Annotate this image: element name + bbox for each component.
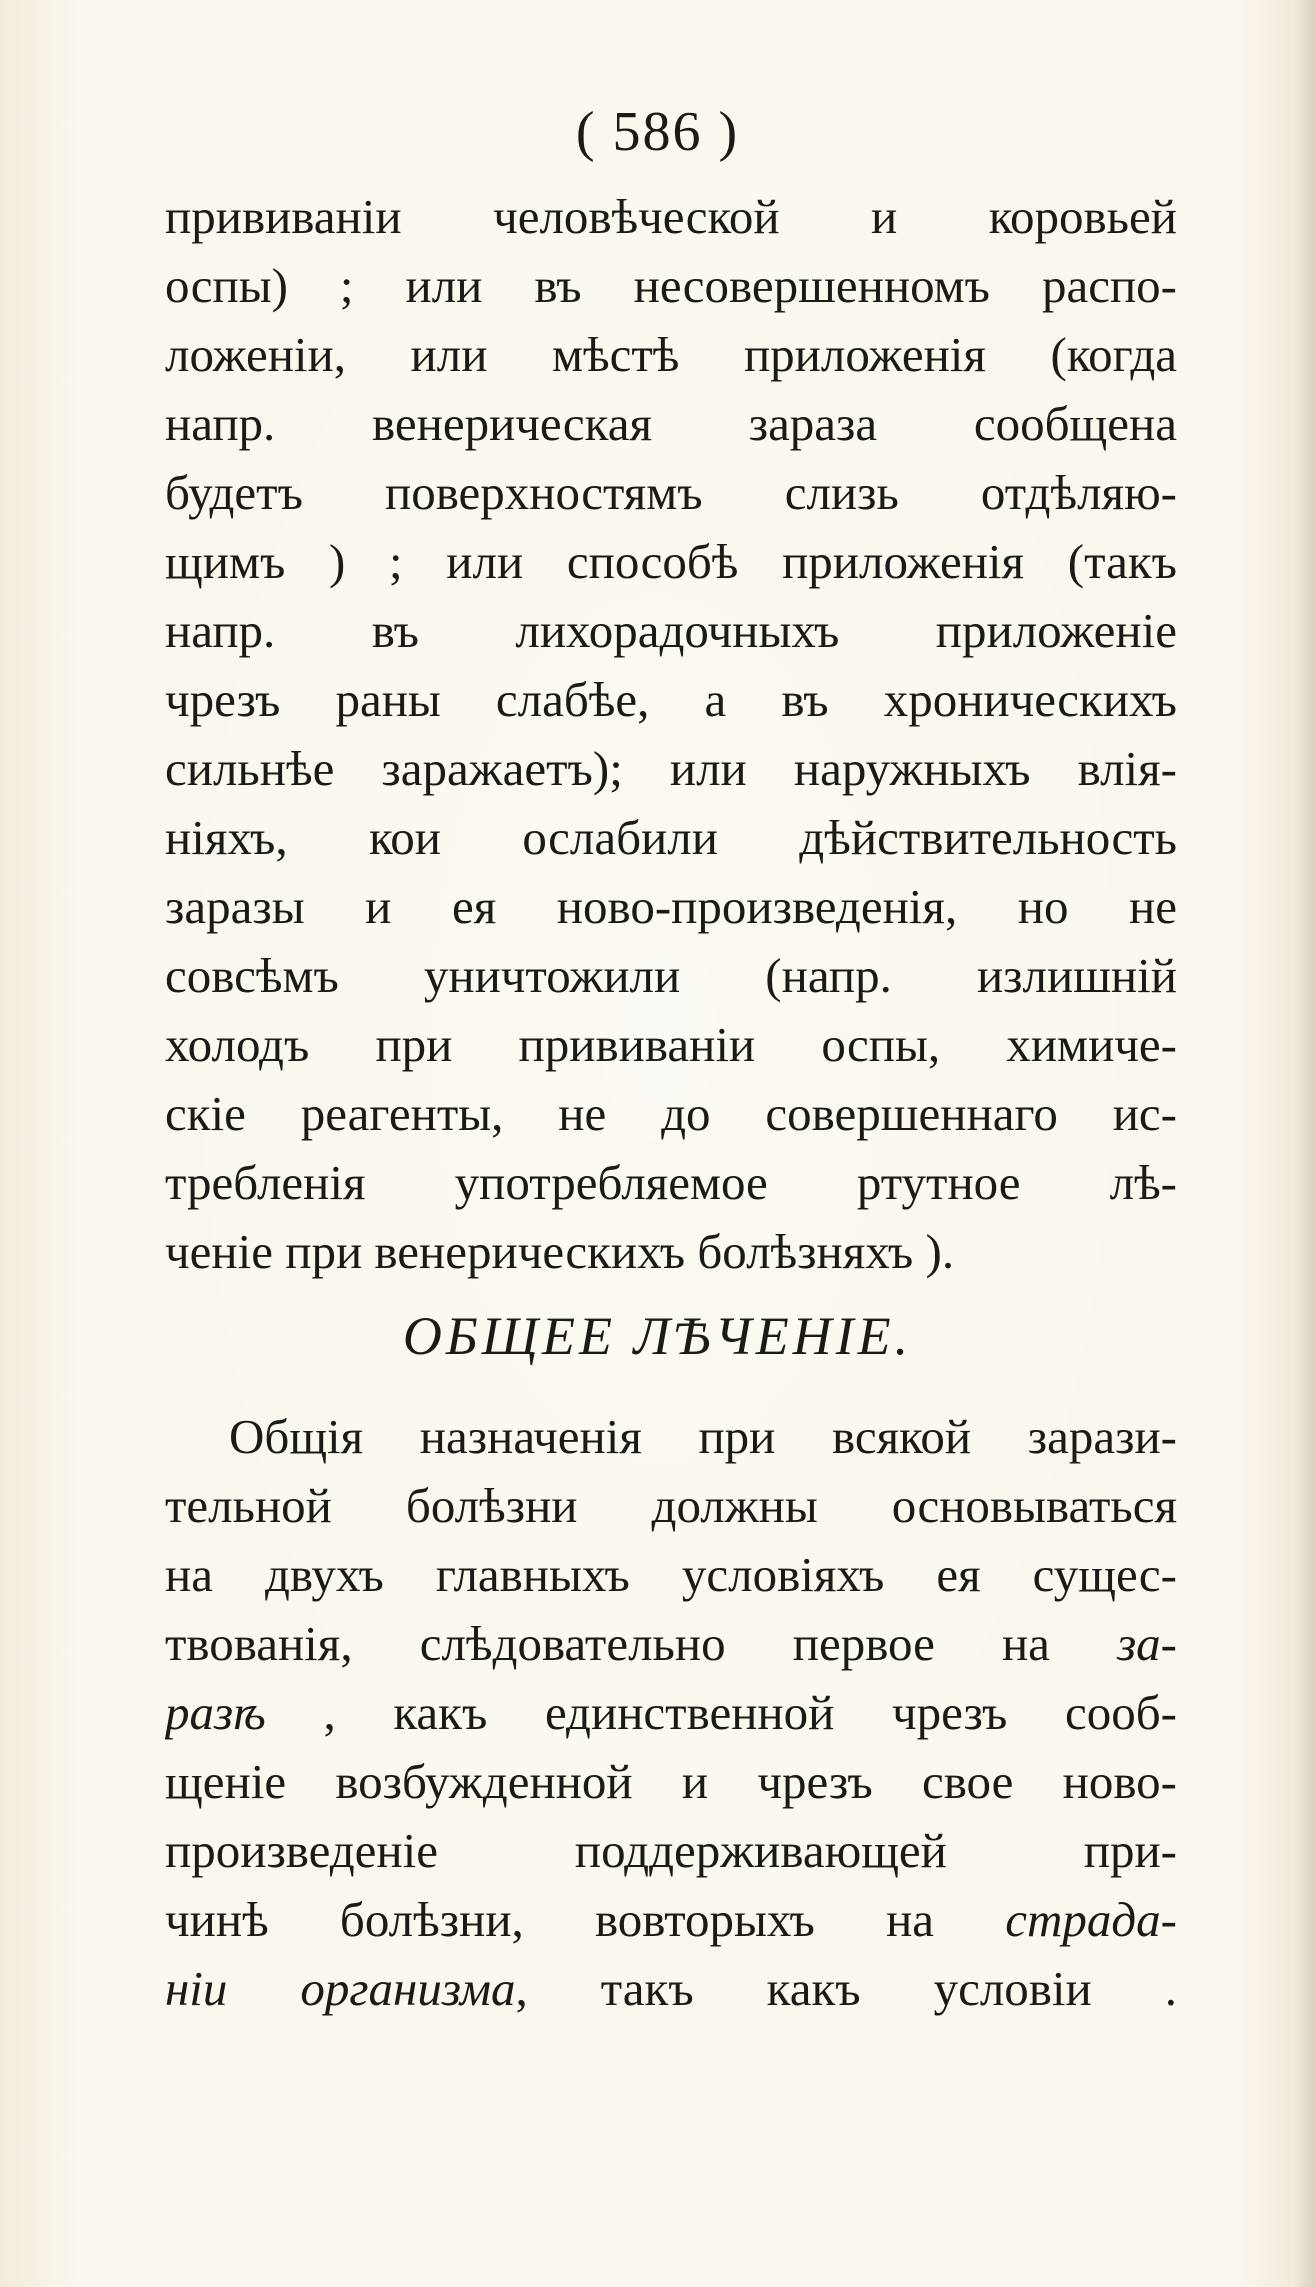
text-run: твованiя, слѣдовательно первое на xyxy=(165,1616,1118,1671)
text-line: прививанiи человѣческой и коровьей xyxy=(165,189,1177,244)
text-line: напр. венерическая зараза сообщена xyxy=(165,396,1177,451)
text-line xyxy=(165,1609,1177,1678)
text-line: заразы и ея ново-произведенiя, но не xyxy=(165,879,1177,934)
text-line xyxy=(165,1402,1177,1471)
italic-term: за- xyxy=(1117,1616,1177,1671)
text-line: нiяхъ, кои ослабили дѣйствительность xyxy=(165,810,1177,865)
text-line: ложенiи, или мѣстѣ приложенiя (когда xyxy=(165,327,1177,382)
text-line: сильнѣе заражаетъ); или наружныхъ влiя- xyxy=(165,741,1177,796)
text-line: совсѣмъ уничтожили (напр. излишнiй xyxy=(165,948,1177,1003)
paragraph-two xyxy=(165,1402,1177,2023)
section-heading: ОБЩЕЕ ЛѢЧЕНIЕ. xyxy=(402,1306,913,1366)
text-line: требленiя употребляемое ртутное лѣ- xyxy=(165,1155,1177,1210)
text-line xyxy=(165,1954,1177,2023)
text-line: холодъ при прививанiи оспы, химиче- xyxy=(165,1017,1177,1072)
text-line: напр. въ лихорадочныхъ приложенiе xyxy=(165,603,1177,658)
text-run: , какъ единственной чрезъ сооб- xyxy=(265,1685,1177,1740)
text-run: , такъ какъ условiи . xyxy=(515,1961,1177,2016)
text-line: произведенiе поддерживающей при- xyxy=(165,1823,1177,1878)
text-line: ченiе при венерическихъ болѣзняхъ ). xyxy=(165,1224,955,1279)
text-line: скiе реагенты, не до совершеннаго ис- xyxy=(165,1086,1177,1141)
text-line: тельной болѣзни должны основываться xyxy=(165,1478,1177,1533)
text-line: будетъ поверхностямъ слизь отдѣляю- xyxy=(165,465,1177,520)
text-run: чинѣ болѣзни, вовторыхъ на xyxy=(165,1892,1006,1947)
text-line: чрезъ раны слабѣе, а въ хроническихъ xyxy=(165,672,1177,727)
italic-term: нiи организма xyxy=(165,1961,516,2016)
text-line: щенiе возбужденной и чрезъ свое ново- xyxy=(165,1754,1177,1809)
text-line: оспы) ; или въ несовершенномъ распо- xyxy=(165,258,1177,313)
text-line xyxy=(165,1678,1177,1747)
italic-term: разѣ xyxy=(165,1685,266,1740)
text-run: Общiя назначенiя при всякой зарази- xyxy=(229,1409,1177,1464)
text-line xyxy=(165,1885,1177,1954)
text-line: щимъ ) ; или способѣ приложенiя (такъ xyxy=(165,534,1177,589)
italic-term: страда- xyxy=(1005,1892,1177,1947)
paragraph-one xyxy=(165,182,1177,1286)
page-number: ( 586 ) xyxy=(575,101,740,163)
text-line: на двухъ главныхъ условiяхъ ея сущес- xyxy=(165,1547,1177,1602)
page-edge-shadow xyxy=(1293,0,1315,2287)
